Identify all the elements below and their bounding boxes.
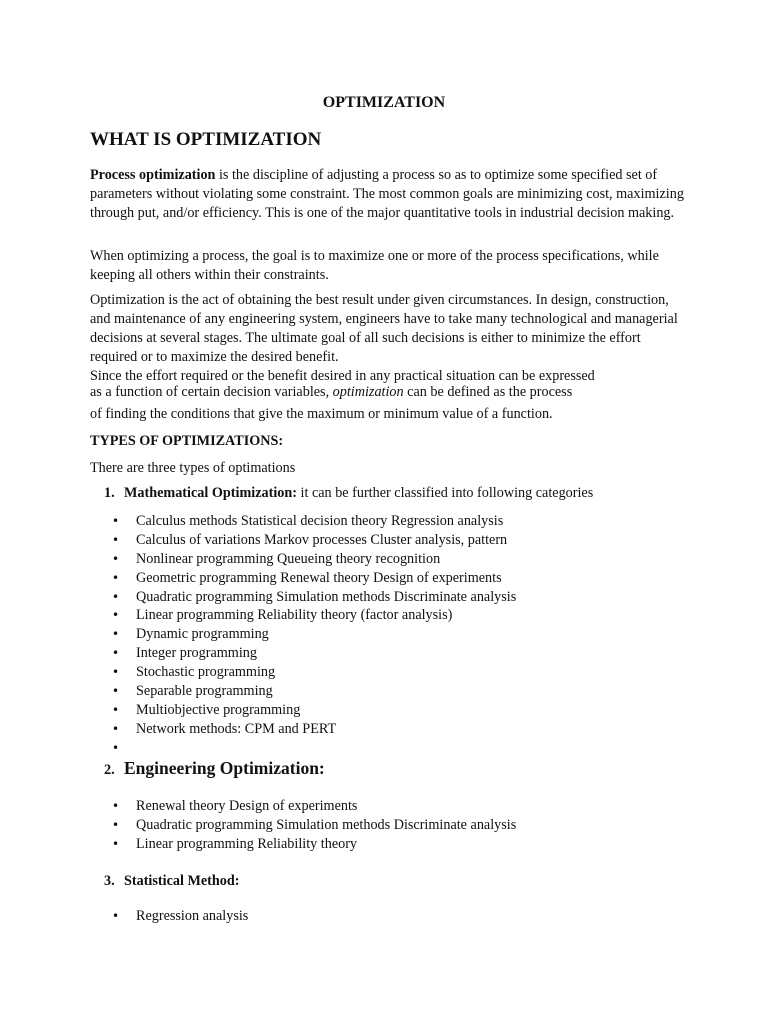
list-item: • Stochastic programming [112,663,516,682]
paragraph-definition: Optimization is the act of obtaining the best result under given circumstances. In design, construction, and maintenance of any engineering system, engineers have to take many technological and managerial decisions at several stages. The ultimate goal of all such decisions is either to minimize the effort required or to maximize the desired benefit. [90,292,678,365]
section-1-list [112,512,516,758]
section-number: 1. [104,485,115,501]
section-title: Mathematical Optimization: [124,485,297,501]
list-item [112,739,516,758]
list-item: • Calculus methods Statistical decision theory Regression analysis [112,512,516,531]
section-suffix: it can be further classified into following categories [296,485,594,501]
section-2-list [112,797,516,854]
list-item: • Renewal theory Design of experiments [112,797,516,816]
paragraph-bold-term: Process optimization [90,167,216,183]
list-item: • Dynamic programming [112,625,516,644]
section-title: Engineering Optimization: [124,758,325,778]
line-text: can be defined as the process [403,384,573,400]
list-item: • Multiobjective programming [112,701,516,720]
section-1-heading [104,485,593,502]
section-number: 2. [104,762,115,778]
paragraph-definition-line6 [90,383,572,402]
list-item: • Linear programming Reliability theory (factor analysis) [112,606,516,625]
paragraph-definition-line5: Since the effort required or the benefit desired in any practical situation can be expressed [90,368,595,384]
section-number: 3. [104,873,115,889]
emphasis-optimization: optimization [332,384,404,400]
list-item: • Linear programming Reliability theory [112,835,516,854]
section-heading-what-is: WHAT IS OPTIMIZATION [90,129,322,150]
section-3-heading [104,873,239,890]
list-item: • Separable programming [112,682,516,701]
list-item: • Integer programming [112,644,516,663]
list-item: • Geometric programming Renewal theory Design of experiments [112,569,516,588]
paragraph-text: is the discipline of adjusting a process so as to optimize some specified set of parameters without violating some constraint. The most common goals are minimizing cost, maximizing through put, and/or efficiency. This is one of the major quantitative tools in industrial decision making. [90,167,684,221]
paragraph-definition-line7: of finding the conditions that give the maximum or minimum value of a function. [90,406,553,422]
section-2-heading [104,758,325,779]
section-3-list [112,907,248,926]
list-item: • Quadratic programming Simulation methods Discriminate analysis [112,816,516,835]
types-heading: TYPES OF OPTIMIZATIONS: [90,433,284,449]
list-item: • Calculus of variations Markov processes Cluster analysis, pattern [112,531,516,550]
list-item: • Regression analysis [112,907,248,926]
list-item: • Nonlinear programming Queueing theory recognition [112,550,516,569]
types-intro: There are three types of optimations [90,460,296,476]
line-text: as a function of certain decision variables, [90,384,333,400]
list-item: • Network methods: CPM and PERT [112,720,516,739]
paragraph-goal: When optimizing a process, the goal is to maximize one or more of the process specifications, while keeping all others within their constraints. [90,248,659,283]
section-title: Statistical Method: [124,873,240,889]
list-item: • Quadratic programming Simulation methods Discriminate analysis [112,588,516,607]
document-title: OPTIMIZATION [322,94,446,111]
paragraph-process-optimization [90,166,690,223]
